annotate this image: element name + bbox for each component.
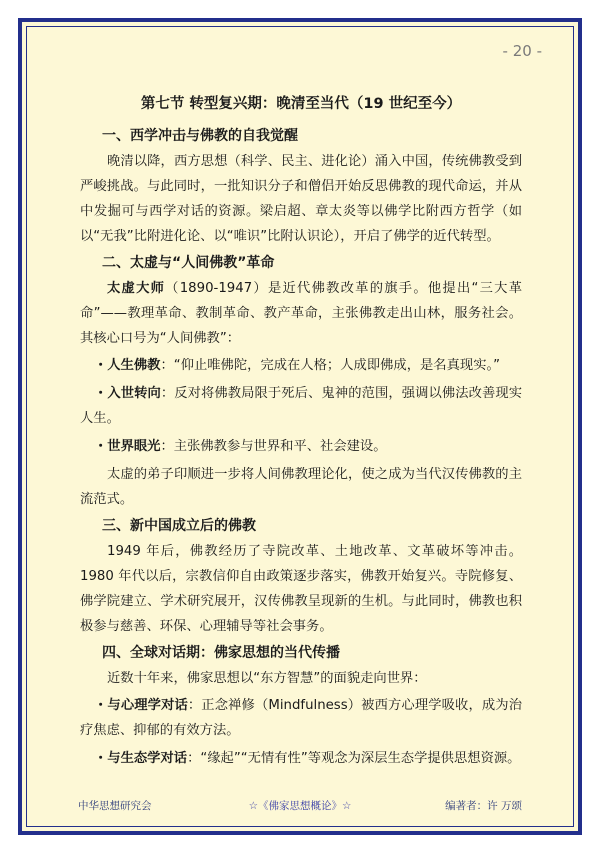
bullet-world-vision	[80, 434, 522, 459]
taixu-description: （1890-1947）是近代佛教改革的旗手。他提出“三大革命”——教理革命、教制革命、教产革命，主张佛教走出山林，服务社会。其核心口号为“人间佛教”：	[80, 281, 522, 346]
bullet-dot: ・	[94, 698, 108, 713]
paragraph-new-china: 1949 年后，佛教经历了寺院改革、土地改革、文革破坏等冲击。1980 年代以后，宗教信仰自由政策逐步落实，佛教开始复兴。寺院修复、佛学院建立、学术研究展开，汉传佛教呈现新的生机。与此同时，佛教也积极参与慈善、环保、心理辅导等社会事务。	[80, 544, 522, 634]
bullet-dot: ・	[94, 439, 108, 454]
page-footer	[78, 798, 522, 816]
bullet-worldly-turn	[80, 381, 522, 431]
heading-taixu: 二、太虚与“人间佛教”革命	[102, 255, 275, 271]
bullet-text: ：反对将佛教局限于死后、鬼神的范围，强调以佛法改善现实人生。	[80, 386, 523, 426]
heading-west-impact: 一、西学冲击与佛教的自我觉醒	[102, 128, 298, 144]
bullet-label: 与生态学对话	[107, 751, 188, 766]
bullet-psychology	[80, 693, 522, 743]
bullet-text: ：“缘起”“无情有性”等观念为深层生态学提供思想资源。	[187, 751, 521, 766]
paragraph-yinshun: 太虚的弟子印顺进一步将人间佛教理论化，使之成为当代汉传佛教的主流范式。	[80, 467, 522, 507]
bullet-label: 入世转向	[107, 386, 161, 401]
paragraph-taixu	[80, 276, 522, 351]
footer-organization: 中华思想研究会	[78, 800, 152, 812]
bullet-human-life-buddhism	[80, 353, 522, 378]
heading-new-china: 三、新中国成立后的佛教	[102, 518, 256, 534]
page-content	[80, 92, 522, 774]
paragraph-global-dialogue: 近数十年来，佛家思想以“东方智慧”的面貌走向世界：	[107, 671, 427, 686]
bullet-text: ：正念禅修（Mindfulness）被西方心理学吸收，成为治疗焦虑、抑郁的有效方法。	[80, 698, 523, 738]
heading-global-dialogue: 四、全球对话期：佛家思想的当代传播	[102, 645, 340, 661]
page-number: - 20 -	[502, 42, 542, 60]
bullet-dot: ・	[94, 386, 108, 401]
bullet-label: 世界眼光	[107, 439, 161, 454]
bullet-text: ：主张佛教参与世界和平、社会建设。	[160, 439, 387, 454]
paragraph-west-impact: 晚清以降，西方思想（科学、民主、进化论）涌入中国，传统佛教受到严峻挑战。与此同时，一批知识分子和僧侣开始反思佛教的现代命运，并从中发掘可与西学对话的资源。梁启超、章太炎等以佛学比附西方哲学（如以“无我”比附进化论、以“唯识”比附认识论），开启了佛学的近代转型。	[80, 154, 522, 244]
bullet-text: ：“仰止唯佛陀，完成在人格；人成即佛成，是名真现实。”	[160, 358, 501, 373]
footer-author: 编著者：许 万颂	[445, 800, 522, 812]
section-title: 第七节 转型复兴期：晚清至当代（19 世纪至今）	[140, 96, 462, 112]
bullet-dot: ・	[94, 751, 108, 766]
bullet-ecology	[80, 746, 522, 771]
bullet-label: 人生佛教	[107, 358, 161, 373]
taixu-name: 太虚大师	[107, 281, 166, 296]
bullet-dot: ・	[94, 358, 108, 373]
bullet-label: 与心理学对话	[107, 698, 188, 713]
footer-book-title: ☆《佛家思想概论》☆	[248, 800, 352, 812]
